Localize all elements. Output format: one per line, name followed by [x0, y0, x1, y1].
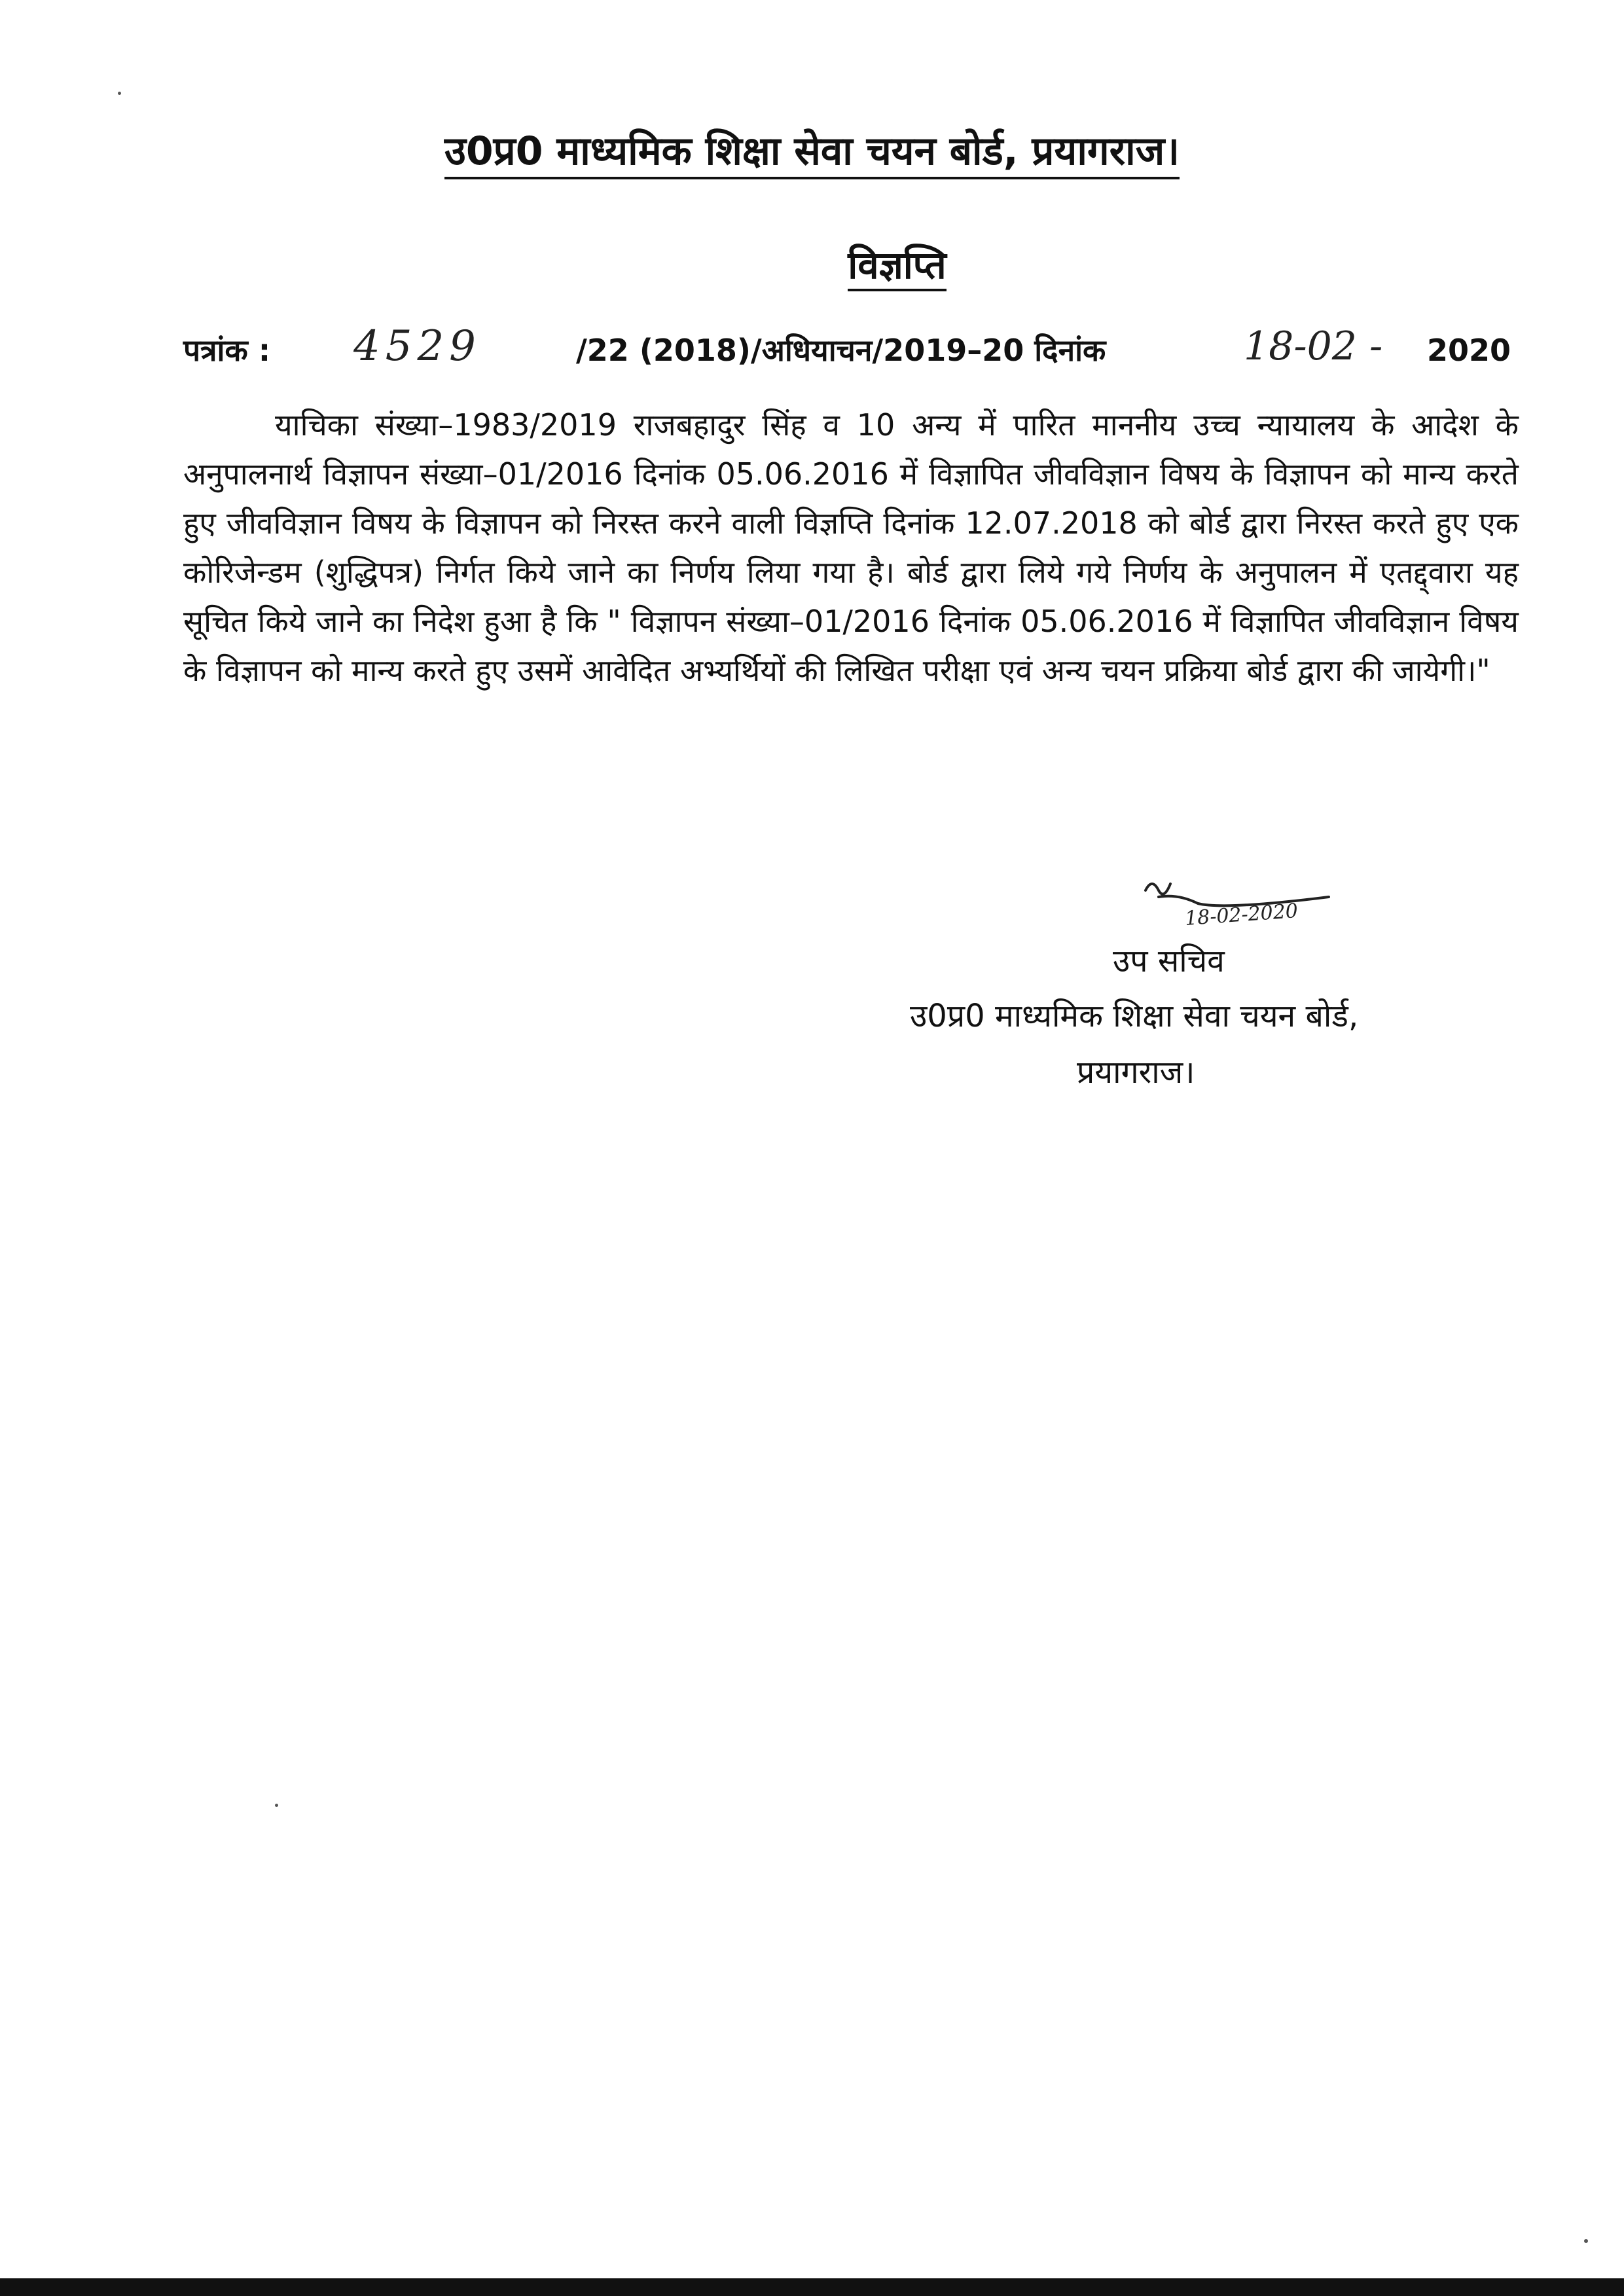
- signatory-city: प्रयागराज।: [1077, 1054, 1195, 1091]
- reference-code: /22 (2018)/अधियाचन/2019–20 दिनांक: [576, 333, 1106, 368]
- scan-speck: [118, 92, 121, 95]
- notice-title: [0, 236, 1624, 295]
- signatory-organization: उ0प्र0 माध्यमिक शिक्षा सेवा चयन बोर्ड,: [910, 998, 1359, 1034]
- scan-speck: [275, 1804, 278, 1807]
- reference-number: 4529: [353, 322, 481, 371]
- reference-line: [183, 321, 1511, 380]
- scan-speck: [1584, 2239, 1588, 2243]
- reference-label: पत्रांक :: [183, 333, 271, 368]
- board-heading: [0, 122, 1624, 181]
- reference-handwritten-date: 18-02 -: [1244, 323, 1383, 369]
- signature-handwritten-date: 18-02-2020: [1183, 900, 1299, 930]
- notice-title-text: विज्ञप्ति: [848, 243, 946, 291]
- reference-year: 2020: [1427, 333, 1511, 368]
- board-heading-text: उ0प्र0 माध्यमिक शिक्षा सेवा चयन बोर्ड, प्रयागराज।: [444, 128, 1180, 179]
- signatory-title: उप सचिव: [1113, 943, 1225, 979]
- notice-body: याचिका संख्या–1983/2019 राजबहादुर सिंह व 10 अन्य में पारित माननीय उच्च न्यायालय के आदेश के अनुपालनार्थ विज्ञापन संख्या–01/2016 दिनांक 05.06.2016 में विज्ञापित जीवविज्ञान विषय के विज्ञापन को मान्य करते हुए जीवविज्ञान विषय के विज्ञापन को निरस्त करने वाली विज्ञप्ति दिनांक 12.07.2018 को बोर्ड द्वारा निरस्त करते हुए एक कोरिजेन्डम (शुद्धिपत्र) निर्गत किये जाने का निर्णय लिया गया है। बोर्ड द्वारा लिये गये निर्णय के अनुपालन में एतद्द्वारा यह सूचित किये जाने का निदेश हुआ है कि " विज्ञापन संख्या–01/2016 दिनांक 05.06.2016 में विज्ञापित जीवविज्ञान विषय के विज्ञापन को मान्य करते हुए उसमें आवेदित अभ्यर्थियों की लिखित परीक्षा एवं अन्य चयन प्रक्रिया बोर्ड द्वारा की जायेगी।": [183, 407, 1519, 688]
- scan-bottom-edge: [0, 2278, 1624, 2296]
